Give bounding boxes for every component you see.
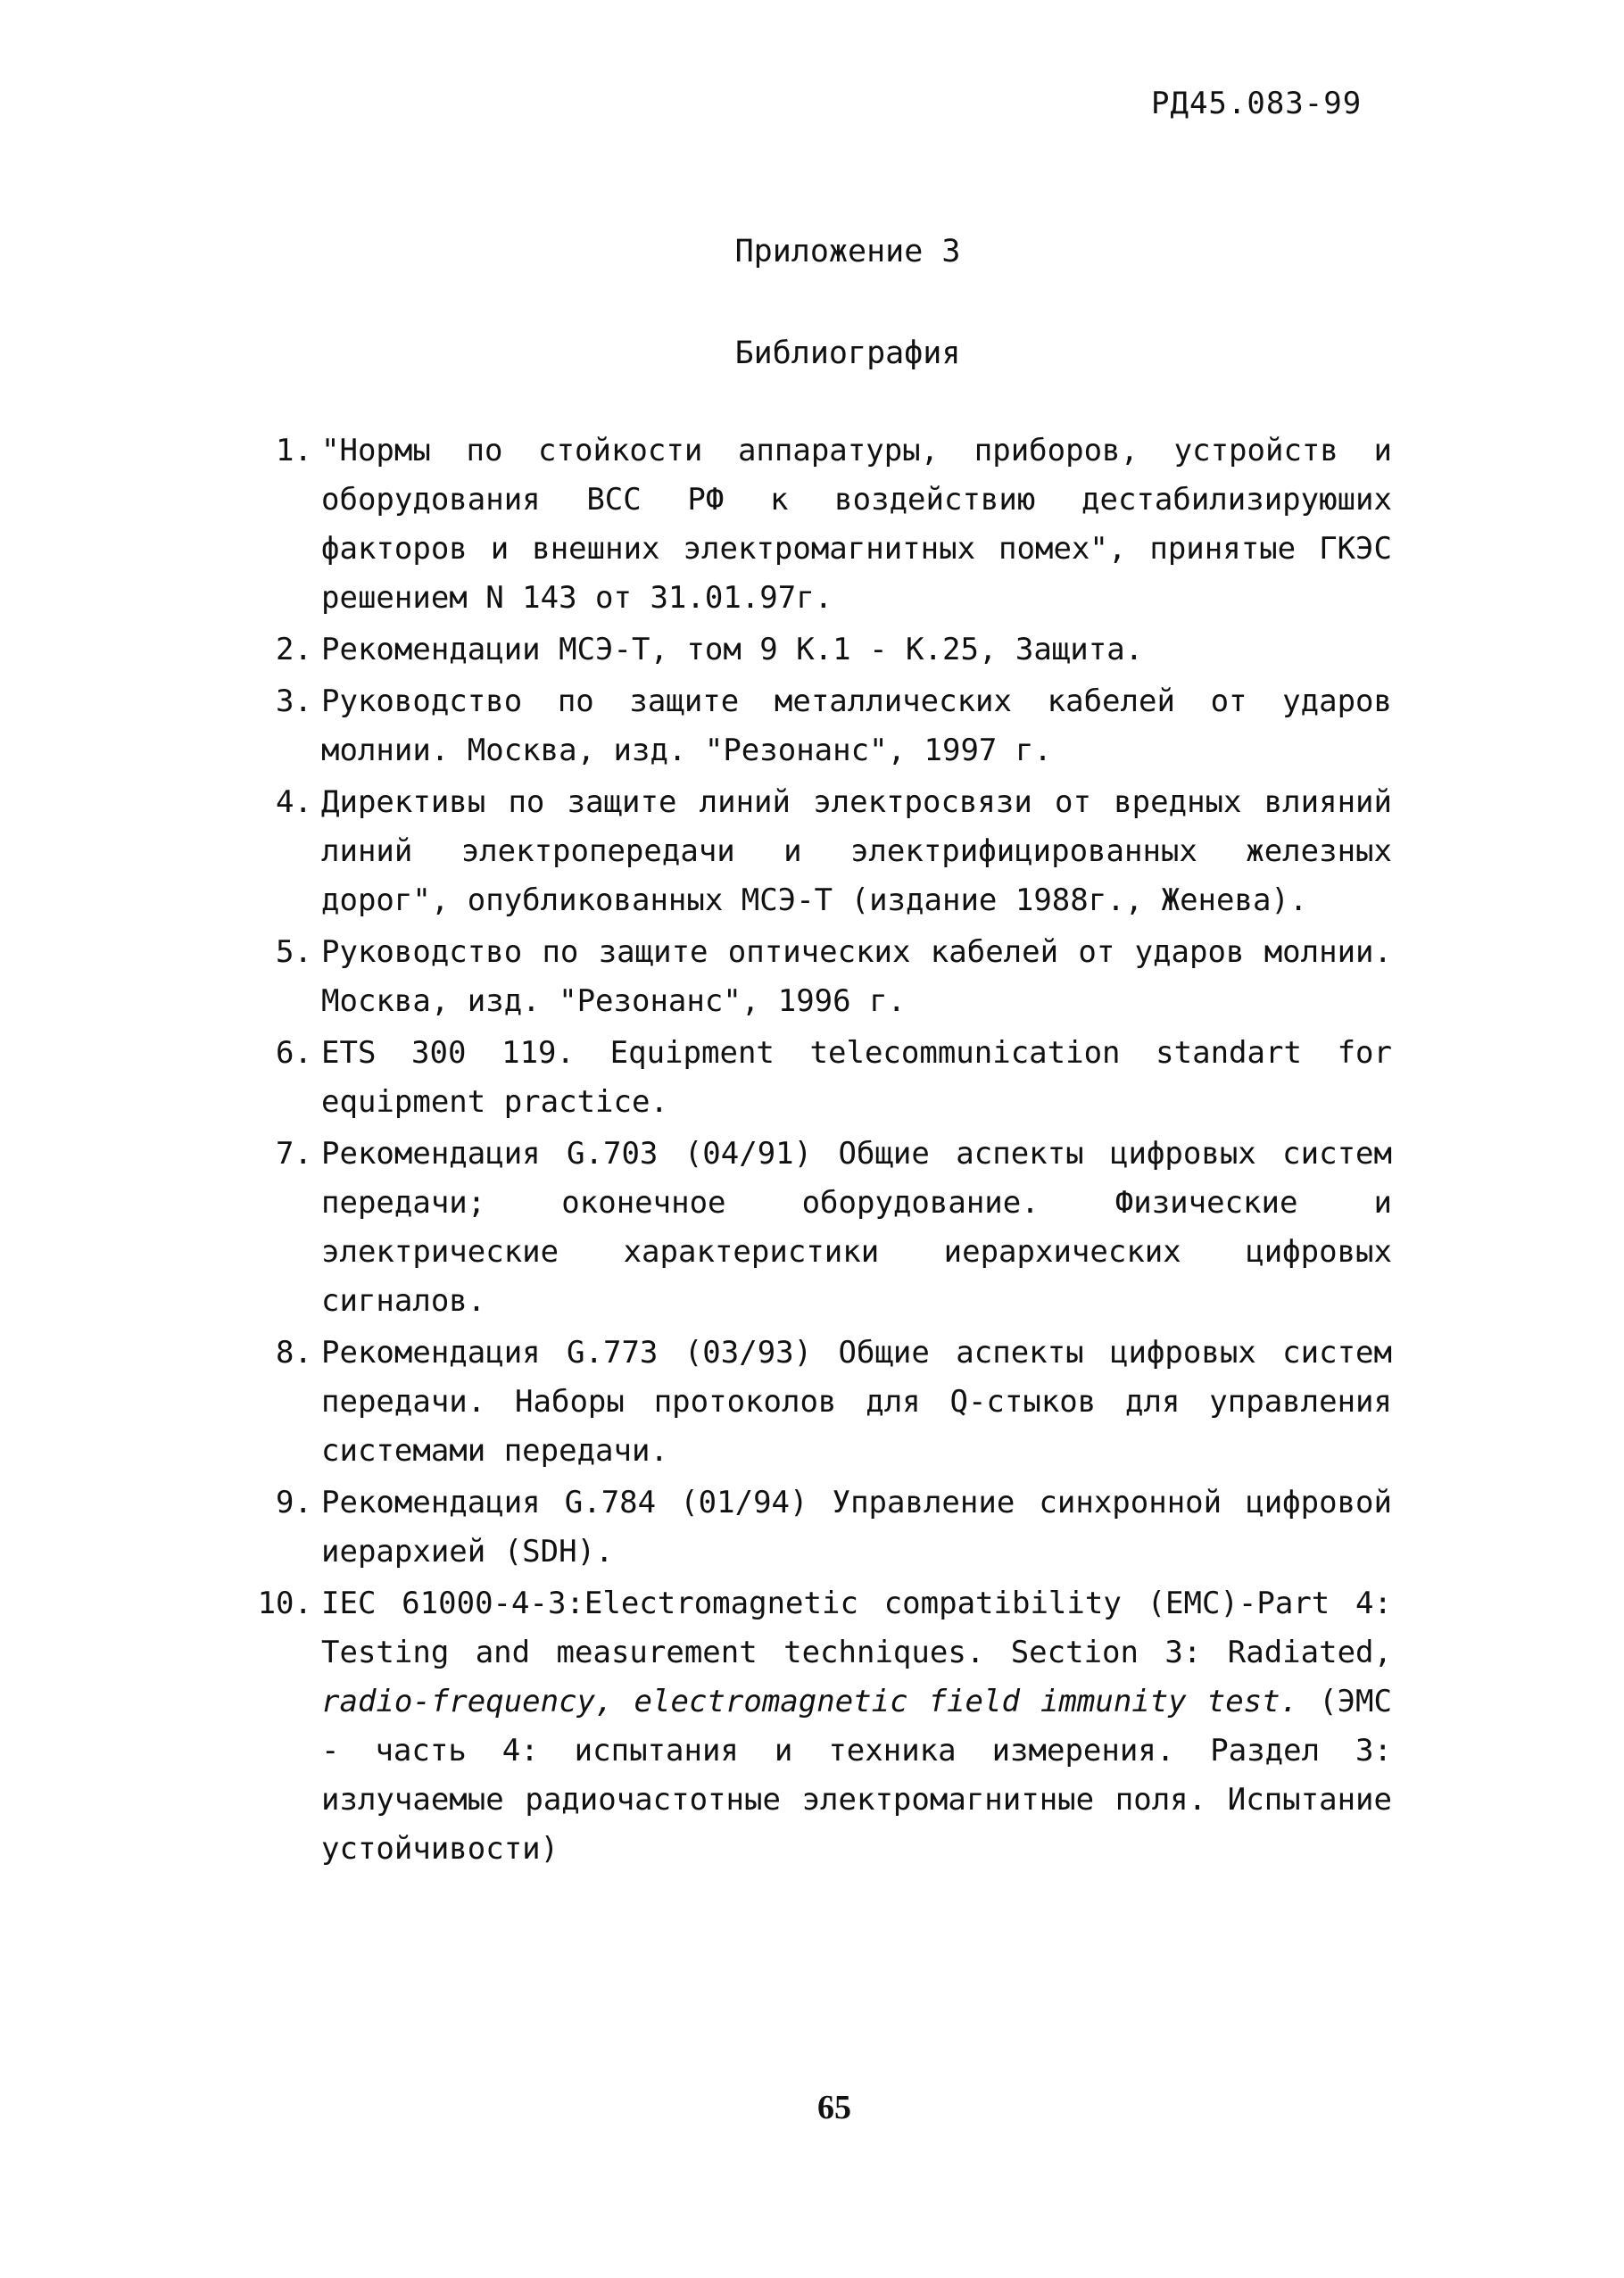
page-number: 65 [817,2089,851,2126]
item-text: Рекомендации МСЭ-Т, том 9 К.1 - К.25, Защита. [321,632,1144,667]
bibliography-item [232,625,1392,675]
item-number: 4. [276,784,312,820]
item-text [321,1579,1392,1874]
bibliography-item [232,778,1392,925]
item-text: Рекомендация G.703 (04/91) Общие аспекты цифровых систем передачи; оконечное оборудование. Физические и электрические характеристики иерархических цифровых сигналов. [321,1136,1392,1319]
bibliography-item [232,1579,1392,1874]
item-number: 8. [276,1335,312,1371]
bibliography-item [232,1130,1392,1326]
item-number: 7. [276,1136,312,1172]
item-text: Директивы по защите линий электросвязи от вредных влияний линий электропередачи и электрифицированных железных дорог", опубликованных МСЭ-Т (издание 1988г., Женева). [321,784,1392,918]
bibliography-list [232,427,1392,1876]
item-number: 3. [276,683,312,719]
item-text: Руководство по защите металлических кабелей от ударов молнии. Москва, изд. "Резонанс", 1997 г. [321,683,1392,768]
bibliography-item [232,928,1392,1026]
item-number: 10. [257,1586,312,1621]
document-code: РД45.083-99 [1151,86,1363,121]
item-text: Руководство по защите оптических кабелей от ударов молнии. Москва, изд. "Резонанс", 1996 г. [321,934,1392,1019]
item-number: 5. [276,934,312,970]
item-number: 9. [276,1485,312,1520]
item-text-part: (ЭМС - часть 4: испытания и техника измерения. Раздел 3: излучаемые радиочастотные электромагнитные поля. Испытание устойчивости) [321,1684,1392,1867]
item-text: "Нормы по стойкости аппаратуры, приборов, устройств и оборудования ВСС РФ к воздействию дестабилизируюших факторов и внешних электромагнитных помех", принятые ГКЭС решением N 143 от 31.01.97г. [321,433,1392,616]
bibliography-item [232,1479,1392,1577]
item-text: ETS 300 119. Equipment telecommunication standart for equipment practice. [321,1035,1392,1120]
bibliography-item [232,1029,1392,1127]
bibliography-item [232,1329,1392,1476]
item-text-part: IEC 61000-4-3:Electromagnetic compatibility (EMC)-Part 4: Testing and measurement techniques. Section 3: Radiated, [321,1586,1392,1670]
item-number: 1. [276,433,312,468]
item-text-italic: radio-frequency, electromagnetic field immunity test. [321,1684,1299,1719]
item-number: 2. [276,632,312,667]
bibliography-item [232,677,1392,775]
bibliography-item [232,427,1392,623]
item-text: Рекомендация G.784 (01/94) Управление синхронной цифровой иерархией (SDH). [321,1485,1392,1570]
item-number: 6. [276,1035,312,1071]
appendix-title: Приложение 3 [734,234,961,269]
item-text: Рекомендация G.773 (03/93) Общие аспекты цифровых систем передачи. Наборы протоколов для Q-стыков для управления системами передачи. [321,1335,1392,1469]
bibliography-title: Библиография [734,335,961,371]
